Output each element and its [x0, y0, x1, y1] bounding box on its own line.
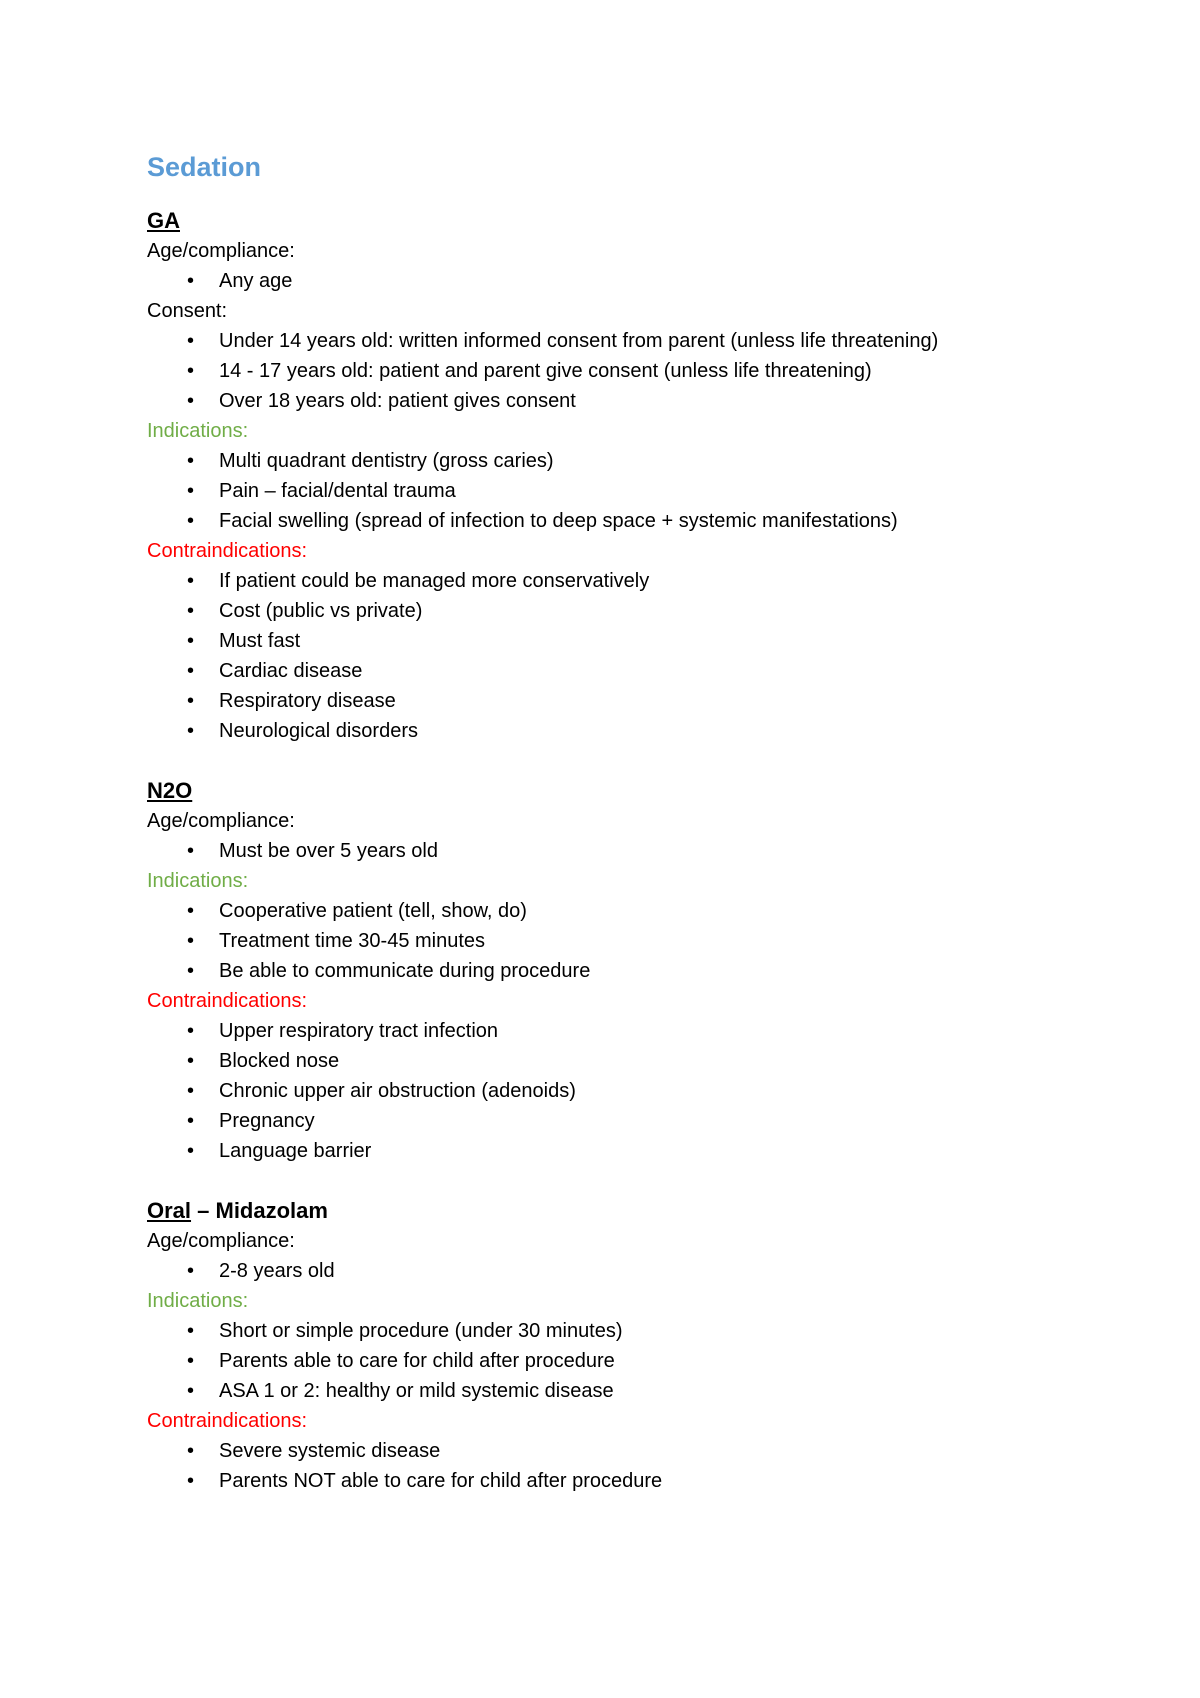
bullet-list	[147, 326, 1107, 416]
bullet-icon: •	[187, 480, 195, 502]
bullet-list	[147, 1256, 1107, 1286]
list-item-text: Pain – facial/dental trauma	[219, 480, 456, 502]
bullet-icon: •	[187, 1440, 195, 1462]
list-item-text: Be able to communicate during procedure	[219, 960, 591, 982]
list-item	[147, 1106, 1107, 1136]
list-item	[147, 1076, 1107, 1106]
bullet-icon: •	[187, 1320, 195, 1342]
section-heading	[147, 1196, 1107, 1226]
bullet-icon: •	[187, 1260, 195, 1282]
list-item	[147, 836, 1107, 866]
block-label: Contraindications:	[147, 1410, 308, 1432]
page-title: Sedation	[147, 152, 262, 182]
bullet-icon: •	[187, 1080, 195, 1102]
list-item-text: 14 - 17 years old: patient and parent give consent (unless life threatening)	[219, 360, 872, 382]
bullet-list	[147, 446, 1107, 536]
bullet-icon: •	[187, 570, 195, 592]
bullet-icon: •	[187, 1020, 195, 1042]
block-label: Indications:	[147, 420, 249, 442]
list-item-text: If patient could be managed more conservatively	[219, 570, 650, 592]
list-item-text: Cost (public vs private)	[219, 600, 423, 622]
list-item-text: Parents NOT able to care for child after procedure	[219, 1470, 663, 1492]
list-item	[147, 926, 1107, 956]
bullet-icon: •	[187, 600, 195, 622]
list-item-text: Pregnancy	[219, 1110, 315, 1132]
list-item-text: Cooperative patient (tell, show, do)	[219, 900, 527, 922]
list-item-text: Over 18 years old: patient gives consent	[219, 390, 576, 412]
bullet-icon: •	[187, 1350, 195, 1372]
list-item-text: Cardiac disease	[219, 660, 363, 682]
list-item-text: Severe systemic disease	[219, 1440, 441, 1462]
list-item-text: Must fast	[219, 630, 301, 652]
list-item	[147, 356, 1107, 386]
block-label: Age/compliance:	[147, 1230, 295, 1252]
list-item	[147, 1136, 1107, 1166]
list-item	[147, 266, 1107, 296]
block-label: Contraindications:	[147, 990, 308, 1012]
section-heading-suffix: – Midazolam	[191, 1198, 328, 1223]
block-label: Age/compliance:	[147, 240, 295, 262]
list-item-text: Treatment time 30-45 minutes	[219, 930, 486, 952]
bullet-list	[147, 566, 1107, 746]
list-item	[147, 1466, 1107, 1496]
bullet-icon: •	[187, 690, 195, 712]
list-item	[147, 1376, 1107, 1406]
bullet-list	[147, 836, 1107, 866]
bullet-icon: •	[187, 510, 195, 532]
list-item-text: Respiratory disease	[219, 690, 396, 712]
list-item	[147, 1016, 1107, 1046]
list-item-text: Multi quadrant dentistry (gross caries)	[219, 450, 554, 472]
list-item	[147, 326, 1107, 356]
sections-container	[147, 206, 1107, 1496]
list-item	[147, 956, 1107, 986]
list-item	[147, 686, 1107, 716]
list-item-text: Short or simple procedure (under 30 minutes)	[219, 1320, 623, 1342]
list-item	[147, 596, 1107, 626]
list-item	[147, 656, 1107, 686]
bullet-icon: •	[187, 330, 195, 352]
bullet-icon: •	[187, 1380, 195, 1402]
bullet-icon: •	[187, 1050, 195, 1072]
bullet-icon: •	[187, 1140, 195, 1162]
bullet-icon: •	[187, 360, 195, 382]
section-heading-main: Oral	[147, 1198, 192, 1223]
block-label: Contraindications:	[147, 540, 308, 562]
list-item-text: Must be over 5 years old	[219, 840, 438, 862]
list-item-text: Facial swelling (spread of infection to deep space + systemic manifestations)	[219, 510, 898, 532]
list-item	[147, 566, 1107, 596]
bullet-icon: •	[187, 270, 195, 292]
list-item-text: Neurological disorders	[219, 720, 418, 742]
list-item	[147, 1316, 1107, 1346]
bullet-icon: •	[187, 630, 195, 652]
list-item-text: 2-8 years old	[219, 1260, 335, 1282]
section-heading-main: GA	[147, 208, 180, 233]
list-item	[147, 716, 1107, 746]
block-label: Indications:	[147, 1290, 249, 1312]
list-item-text: Under 14 years old: written informed consent from parent (unless life threatening)	[219, 330, 939, 352]
list-item	[147, 476, 1107, 506]
list-item	[147, 1046, 1107, 1076]
section-ga	[147, 206, 1107, 746]
section-oral	[147, 1196, 1107, 1496]
bullet-list	[147, 1016, 1107, 1166]
bullet-icon: •	[187, 720, 195, 742]
bullet-icon: •	[187, 660, 195, 682]
list-item	[147, 386, 1107, 416]
bullet-list	[147, 1316, 1107, 1406]
block-label: Age/compliance:	[147, 810, 295, 832]
bullet-icon: •	[187, 1110, 195, 1132]
bullet-icon: •	[187, 390, 195, 412]
bullet-icon: •	[187, 1470, 195, 1492]
bullet-list	[147, 896, 1107, 986]
list-item	[147, 506, 1107, 536]
bullet-icon: •	[187, 450, 195, 472]
list-item-text: Blocked nose	[219, 1050, 340, 1072]
list-item-text: Any age	[219, 270, 293, 292]
list-item	[147, 1346, 1107, 1376]
list-item	[147, 1436, 1107, 1466]
section-heading	[147, 206, 1107, 236]
list-item	[147, 896, 1107, 926]
list-item	[147, 1256, 1107, 1286]
bullet-icon: •	[187, 930, 195, 952]
bullet-icon: •	[187, 840, 195, 862]
bullet-icon: •	[187, 900, 195, 922]
section-heading	[147, 776, 1107, 806]
block-label: Indications:	[147, 870, 249, 892]
list-item-text: Chronic upper air obstruction (adenoids)	[219, 1080, 576, 1102]
document-page	[147, 150, 1107, 1526]
list-item	[147, 626, 1107, 656]
list-item-text: Language barrier	[219, 1140, 372, 1162]
block-label: Consent:	[147, 300, 228, 322]
list-item-text: Parents able to care for child after procedure	[219, 1350, 615, 1372]
list-item	[147, 446, 1107, 476]
section-heading-main: N2O	[147, 778, 193, 803]
list-item-text: Upper respiratory tract infection	[219, 1020, 499, 1042]
bullet-list	[147, 266, 1107, 296]
section-n2o	[147, 776, 1107, 1166]
list-item-text: ASA 1 or 2: healthy or mild systemic disease	[219, 1380, 614, 1402]
bullet-icon: •	[187, 960, 195, 982]
bullet-list	[147, 1436, 1107, 1496]
